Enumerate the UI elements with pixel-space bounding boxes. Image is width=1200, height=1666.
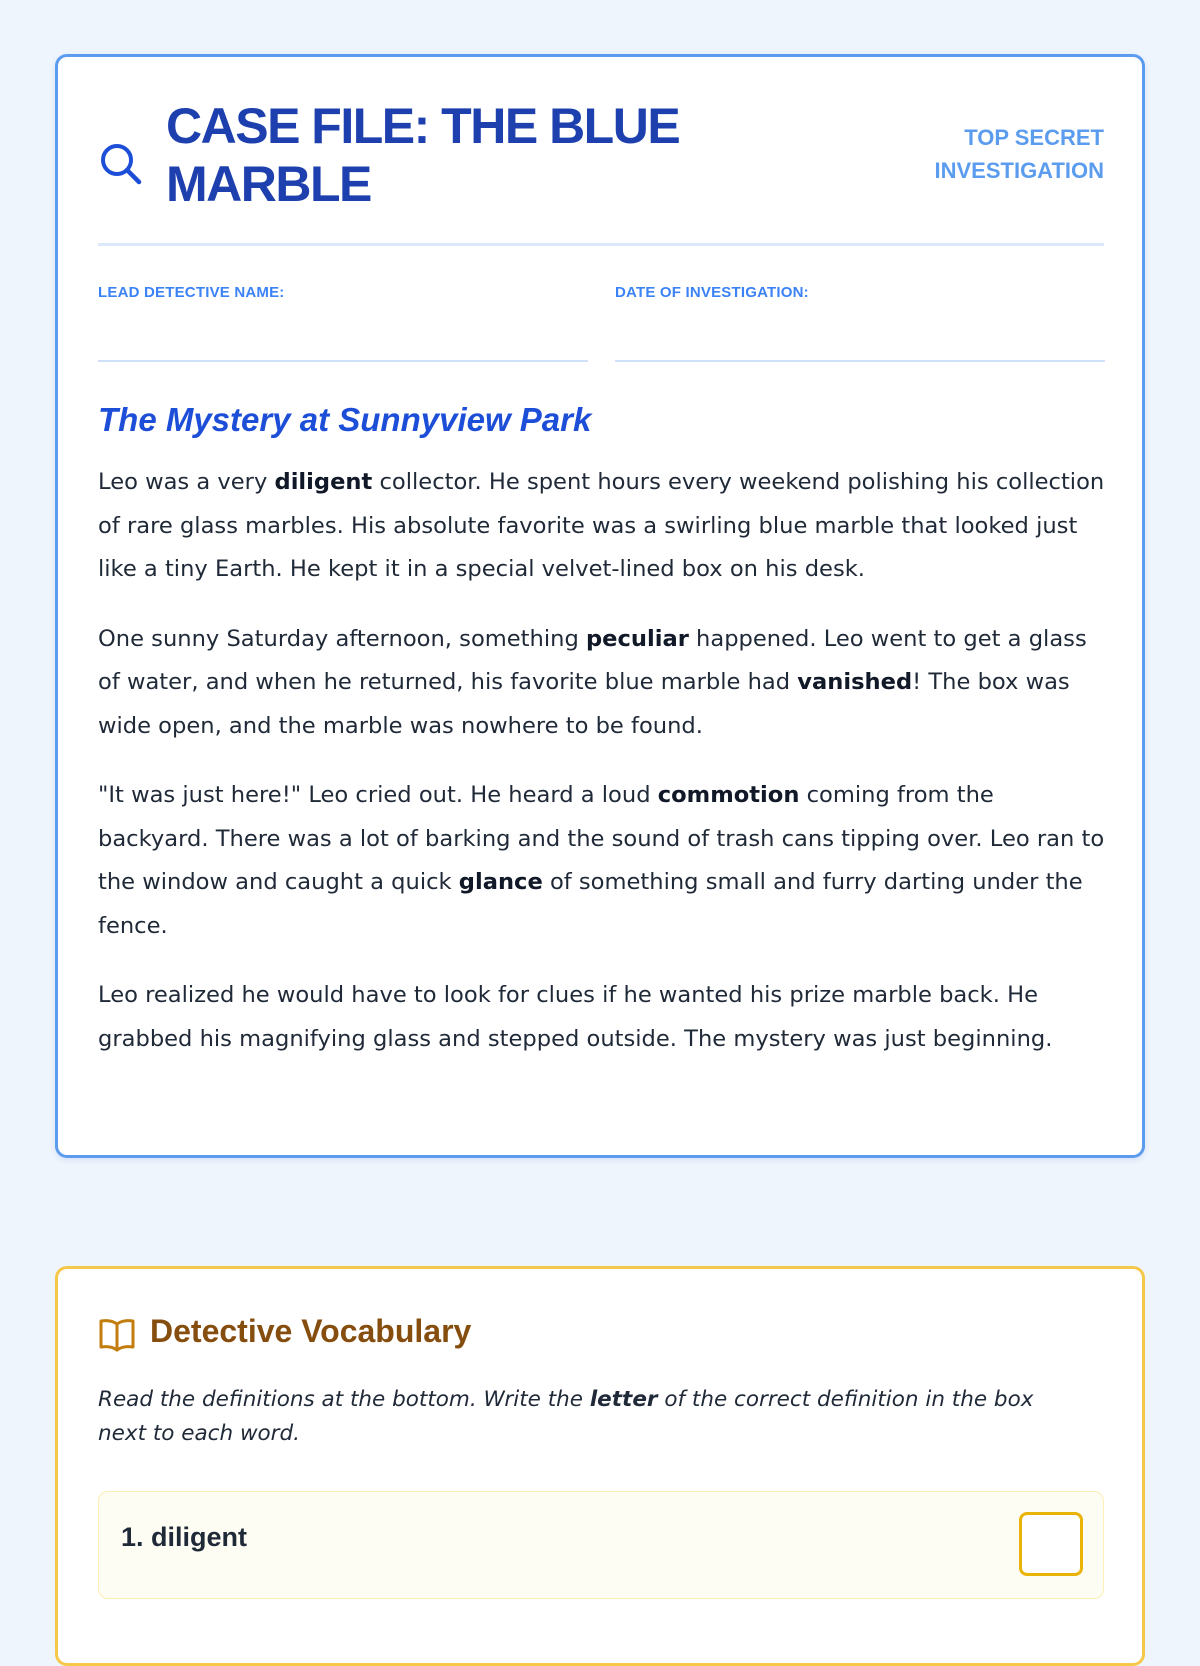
- text: of something small and furry darting under the fence.: [98, 869, 1083, 939]
- investigation-date-field[interactable]: [615, 360, 1105, 362]
- detective-name-label: LEAD DETECTIVE NAME:: [98, 284, 285, 301]
- vocabulary-item-diligent: [98, 1491, 1104, 1599]
- text: Read the definitions at the bottom. Write the: [98, 1387, 590, 1412]
- vocab-word-highlight: commotion: [657, 782, 800, 808]
- case-header: [98, 97, 1104, 247]
- badge-line-2: INVESTIGATION: [934, 158, 1104, 183]
- text: Leo was a very: [98, 469, 275, 495]
- vocabulary-word: 1. diligent: [121, 1522, 248, 1552]
- search-icon: [98, 141, 144, 187]
- vocab-word-highlight: vanished: [797, 669, 913, 695]
- vocab-word-highlight: diligent: [274, 469, 373, 495]
- vocabulary-title: Detective Vocabulary: [150, 1313, 472, 1349]
- story-title: The Mystery at Sunnyview Park: [98, 401, 592, 438]
- vocab-word-highlight: peculiar: [585, 625, 689, 652]
- badge-line-1: TOP SECRET: [964, 125, 1104, 150]
- text: One sunny Saturday afternoon, something: [98, 625, 586, 652]
- text: collector. He spent hours every weekend polishing his collection of rare glass marbles. His absolute favorite was a swirling blue marble that looked just like a tiny Earth. He kept it in a special velvet-lined box on his desk.: [98, 469, 1105, 582]
- answer-box[interactable]: [1019, 1512, 1083, 1576]
- text: ! The box was wide open, and the marble was nowhere to be found.: [98, 669, 1070, 739]
- case-title: CASE FILE: THE BLUE MARBLE: [166, 98, 680, 212]
- case-file-card: [55, 54, 1145, 1158]
- vocabulary-card: [55, 1266, 1145, 1666]
- text: "It was just here!" Leo cried out. He heard a loud: [98, 782, 658, 808]
- investigation-date-label: DATE OF INVESTIGATION:: [615, 284, 809, 301]
- text: Leo realized he would have to look for clues if he wanted his prize marble back. He grabbed his magnifying glass and stepped outside. The mystery was just beginning.: [98, 982, 1053, 1052]
- book-icon: [98, 1316, 136, 1354]
- story-paragraph-1: [98, 461, 1108, 592]
- story-text: [98, 461, 1108, 1087]
- text: happened. Leo went to get a glass of water, and when he returned, his favorite blue marble had: [98, 625, 1087, 695]
- top-secret-badge: [844, 121, 1104, 187]
- story-paragraph-2: [98, 618, 1108, 749]
- text: of the correct definition in the box next to each word.: [98, 1387, 1034, 1446]
- vocabulary-instructions: [98, 1383, 1078, 1451]
- detective-name-field[interactable]: [98, 360, 588, 362]
- story-paragraph-4: [98, 974, 1108, 1061]
- text: coming from the backyard. There was a lot of barking and the sound of trash cans tipping over. Leo ran to the window and caught a quick: [98, 782, 1105, 895]
- story-paragraph-3: [98, 774, 1108, 948]
- vocab-word-highlight: glance: [458, 869, 543, 895]
- emphasis: letter: [589, 1387, 658, 1412]
- header-divider: [98, 243, 1104, 246]
